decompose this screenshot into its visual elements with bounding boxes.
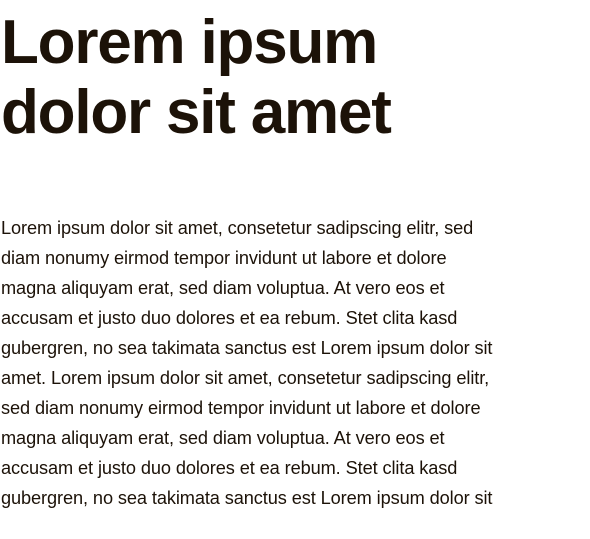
- page-title: [1, 8, 587, 148]
- paragraph-line: gubergren, no sea takimata sanctus est Lorem ipsum dolor sit: [1, 338, 493, 358]
- paragraph-line: amet. Lorem ipsum dolor sit amet, consetetur sadipscing elitr,: [1, 368, 490, 388]
- paragraph-line: magna aliquyam erat, sed diam voluptua. At vero eos et: [1, 428, 445, 448]
- paragraph-line: diam nonumy eirmod tempor invidunt ut labore et dolore: [1, 248, 447, 268]
- paragraph-line: Lorem ipsum dolor sit amet, consetetur sadipscing elitr, sed: [1, 218, 474, 238]
- paragraph-line: sed diam nonumy eirmod tempor invidunt ut labore et dolore: [1, 398, 481, 418]
- body-paragraph: [1, 213, 587, 513]
- title-line: dolor sit amet: [1, 78, 391, 147]
- paragraph-line: accusam et justo duo dolores et ea rebum. Stet clita kasd: [1, 308, 458, 328]
- paragraph-line: accusam et justo duo dolores et ea rebum. Stet clita kasd: [1, 458, 458, 478]
- paragraph-line: magna aliquyam erat, sed diam voluptua. At vero eos et: [1, 278, 445, 298]
- title-line: Lorem ipsum: [1, 8, 378, 77]
- paragraph-line: gubergren, no sea takimata sanctus est Lorem ipsum dolor sit: [1, 488, 493, 508]
